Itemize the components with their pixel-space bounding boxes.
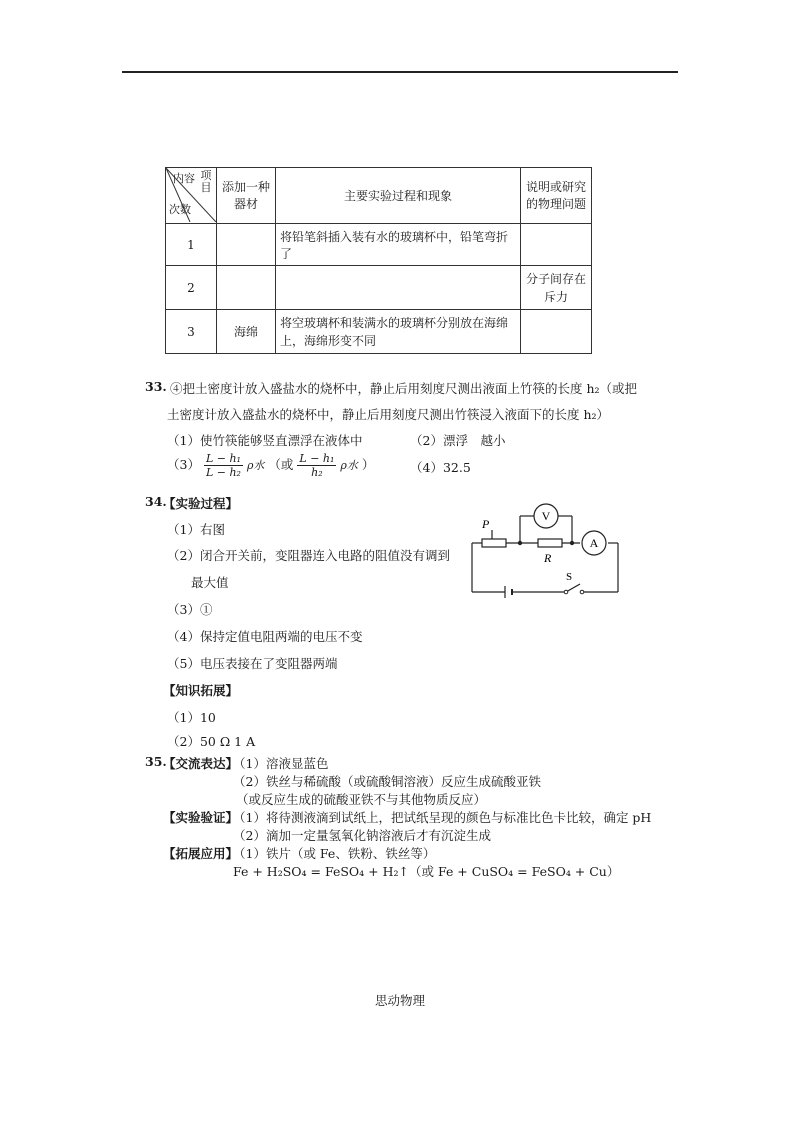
q34-step-3: （3）① — [167, 602, 213, 617]
header-note: 说明或研究的物理问题 — [521, 168, 592, 224]
q35-title-2: 【实验验证】 — [163, 810, 239, 825]
q34-step-1: （1）右图 — [167, 522, 225, 537]
frac2-denominator: h₂ — [311, 466, 323, 479]
slider-label: P — [482, 517, 490, 531]
rho-symbol: ρ水 — [340, 459, 358, 472]
ammeter-label: A — [589, 536, 599, 550]
q33-fraction-1 — [204, 452, 243, 479]
junction-dot — [518, 541, 522, 545]
row-process: 将空玻璃杯和装满水的玻璃杯分别放在海绵上，海绵形变不同 — [276, 310, 521, 354]
frac1-numerator: L − h₁ — [205, 452, 241, 465]
q33-answer-2: （2）漂浮 越小 — [410, 433, 506, 448]
table-row — [166, 310, 592, 354]
resistor-label: R — [544, 551, 552, 565]
q35-t1-b: （2）铁丝与稀硫酸（或硫酸铜溶液）反应生成硫酸亚铁 — [233, 774, 541, 789]
voltmeter-label: V — [541, 509, 551, 523]
table-header-row — [166, 168, 592, 224]
switch-label: S — [566, 571, 573, 583]
diag-label-mid: 内容 — [173, 172, 195, 185]
q35-title-3: 【拓展应用】 — [163, 846, 239, 861]
row-item: 海绵 — [217, 310, 276, 354]
q35-t1-c: （或反应生成的硫酸亚铁不与其他物质反应） — [236, 792, 487, 807]
q35-t3-b: Fe + H₂SO₄ = FeSO₄ + H₂↑（或 Fe + CuSO₄ = FeSO₄ + Cu） — [233, 864, 620, 879]
q34-extension-title: 【知识拓展】 — [163, 683, 239, 698]
row-note — [521, 310, 592, 354]
q35-number: 35. — [145, 754, 167, 769]
q34-title: 【实验过程】 — [163, 496, 239, 511]
frac2-numerator: L − h₁ — [299, 452, 335, 465]
q35-t2-b: （2）滴加一定量氢氧化钠溶液后才有沉淀生成 — [233, 828, 491, 843]
table-row — [166, 224, 592, 266]
page-footer: 思动物理 — [374, 993, 425, 1008]
q33-answer-1: （1）使竹筷能够竖直漂浮在液体中 — [167, 433, 363, 448]
q33-a3-label: （3） — [167, 457, 200, 472]
q33-line1: ④把土密度计放入盛盐水的烧杯中，静止后用刻度尺测出液面上竹筷的长度 h₂（或把 — [170, 381, 638, 396]
q35-t2-a: （1）将待测液滴到试纸上，把试纸呈现的颜色与标准比色卡比较，确定 pH — [233, 810, 652, 825]
q33-number: 33. — [145, 379, 167, 394]
experiment-table — [165, 167, 592, 354]
q34-step-5: （5）电压表接在了变阻器两端 — [167, 656, 338, 671]
q35-t3-a: （1）铁片（或 Fe、铁粉、铁丝等） — [233, 846, 436, 861]
row-process: 将铅笔斜插入装有水的玻璃杯中，铅笔弯折了 — [276, 224, 521, 266]
diagonal-header-cell — [166, 168, 217, 224]
header-equipment: 添加一种器材 — [217, 168, 276, 224]
switch-contact — [564, 590, 568, 594]
diag-label-top: 项目 — [200, 169, 212, 194]
q35-t1-a: （1）溶液显蓝色 — [233, 756, 329, 771]
row-number: 2 — [166, 266, 217, 310]
q34-number: 34. — [145, 494, 167, 509]
row-process — [276, 266, 521, 310]
row-number: 3 — [166, 310, 217, 354]
frac1-denominator: L − h₂ — [205, 466, 241, 479]
q35-title-1: 【交流表达】 — [163, 756, 239, 771]
rho-symbol: ρ水 — [246, 459, 265, 472]
junction-dot — [570, 541, 574, 545]
row-item — [217, 266, 276, 310]
row-note: 分子间存在斥力 — [521, 266, 592, 310]
row-number: 1 — [166, 224, 217, 266]
row-note — [521, 224, 592, 266]
q33-or-open: （或 — [268, 457, 294, 472]
q34-step-2b: 最大值 — [191, 575, 229, 590]
header-rule — [122, 71, 678, 73]
diag-label-bottom: 次数 — [169, 203, 191, 216]
q33-line2: 土密度计放入盛盐水的烧杯中，静止后用刻度尺测出竹筷浸入液面下的长度 h₂） — [167, 407, 610, 422]
q34-extension-1: （1）10 — [167, 710, 216, 725]
q33-or-close: ） — [361, 457, 375, 472]
q33-answer-4: （4）32.5 — [410, 460, 471, 475]
header-process: 主要实验过程和现象 — [276, 168, 521, 224]
q33-answer-3 — [167, 452, 374, 479]
q34-step-2a: （2）闭合开关前，变阻器连入电路的阻值没有调到 — [167, 548, 450, 563]
q33-fraction-2 — [297, 452, 336, 479]
q34-extension-2: （2）50 Ω 1 A — [167, 734, 256, 749]
q34-step-4: （4）保持定值电阻两端的电压不变 — [167, 629, 363, 644]
row-item — [217, 224, 276, 266]
table-row — [166, 266, 592, 310]
circuit-diagram — [460, 502, 620, 602]
switch-contact — [580, 590, 584, 594]
